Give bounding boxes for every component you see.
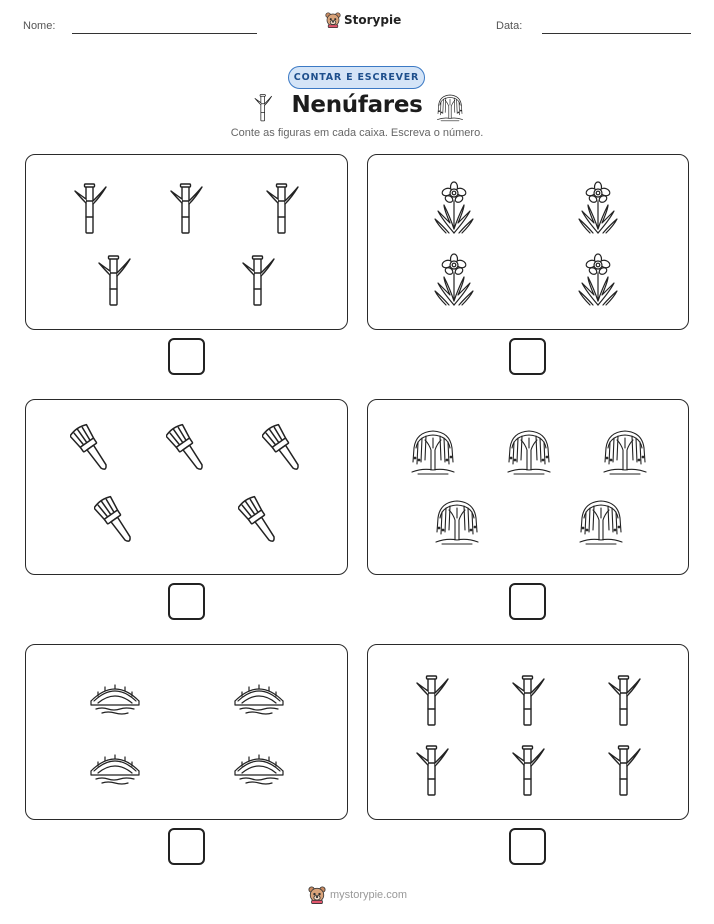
page-title: Nenúfares — [291, 92, 423, 118]
bamboo-icon — [262, 179, 302, 235]
daffodil-icon — [432, 179, 476, 235]
counting-panel-1 — [25, 154, 348, 330]
bridge-icon — [88, 679, 142, 715]
answer-box-1[interactable] — [168, 338, 205, 375]
bamboo-icon — [412, 741, 452, 797]
paintbrush-icon — [166, 422, 210, 478]
willow-tree-icon — [434, 92, 466, 122]
answer-box-3[interactable] — [168, 583, 205, 620]
counting-panel-5 — [25, 644, 348, 820]
bamboo-icon — [70, 179, 110, 235]
answer-box-4[interactable] — [509, 583, 546, 620]
instructions: Conte as figuras em cada caixa. Escreva o número. — [230, 127, 484, 139]
counting-panel-6 — [367, 644, 689, 820]
paintbrush-icon — [94, 494, 138, 550]
bamboo-icon — [508, 671, 548, 727]
bamboo-icon — [508, 741, 548, 797]
willow-tree-icon — [432, 496, 482, 546]
paintbrush-icon — [238, 494, 282, 550]
brand-name: Storypie — [344, 13, 402, 27]
counting-panel-3 — [25, 399, 348, 575]
bamboo-icon — [238, 251, 278, 307]
counting-panel-2 — [367, 154, 689, 330]
bear-logo-icon — [325, 12, 341, 28]
willow-tree-icon — [600, 426, 650, 476]
daffodil-icon — [576, 251, 620, 307]
bamboo-icon — [604, 741, 644, 797]
counting-panel-4 — [367, 399, 689, 575]
bamboo-icon — [412, 671, 452, 727]
bear-logo-icon — [308, 886, 326, 904]
date-label: Data: — [496, 20, 523, 32]
paintbrush-icon — [70, 422, 114, 478]
willow-tree-icon — [576, 496, 626, 546]
bamboo-icon — [166, 179, 206, 235]
bridge-icon — [232, 749, 286, 785]
name-label: Nome: — [23, 20, 56, 32]
footer — [308, 886, 407, 904]
bridge-icon — [232, 679, 286, 715]
name-line[interactable] — [72, 33, 257, 34]
footer-url[interactable]: mystorypie.com — [330, 889, 408, 901]
brand-logo — [325, 12, 401, 28]
willow-tree-icon — [504, 426, 554, 476]
bamboo-icon — [94, 251, 134, 307]
answer-box-2[interactable] — [509, 338, 546, 375]
bridge-icon — [88, 749, 142, 785]
bamboo-icon — [604, 671, 644, 727]
activity-badge: CONTAR E ESCREVER — [288, 66, 425, 89]
answer-box-6[interactable] — [509, 828, 546, 865]
answer-box-5[interactable] — [168, 828, 205, 865]
willow-tree-icon — [408, 426, 458, 476]
daffodil-icon — [576, 179, 620, 235]
daffodil-icon — [432, 251, 476, 307]
paintbrush-icon — [262, 422, 306, 478]
date-line[interactable] — [542, 33, 691, 34]
